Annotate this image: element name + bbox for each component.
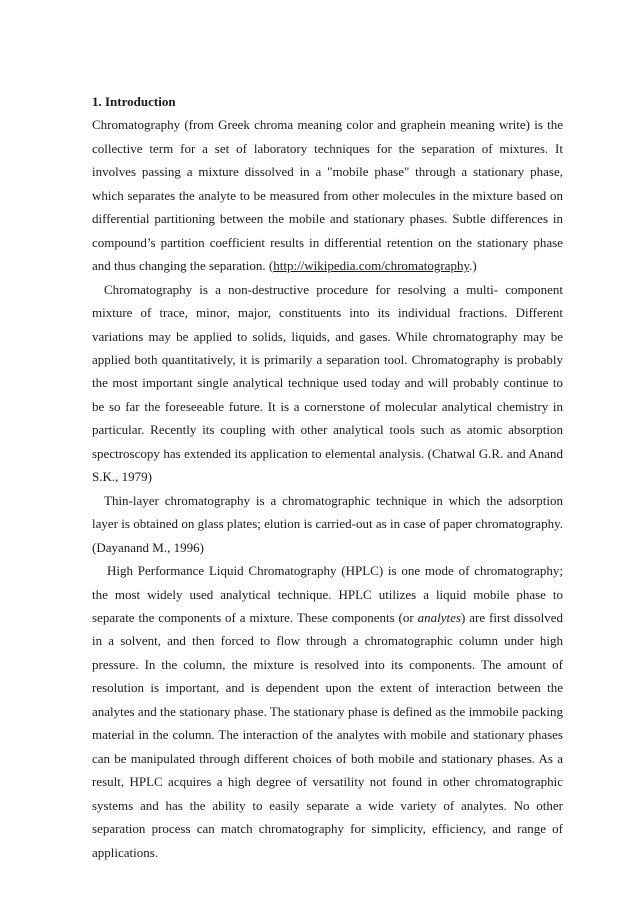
paragraph-hplc-start: High Performance Liquid Chromatography (HPLC) is one mode of chromatography; the most widely used analytical technique. HPLC utilizes a liquid mobile phase to separate the components of a mixture. These components (or: [92, 563, 563, 625]
paragraph-tlc: Thin-layer chromatography is a chromatographic technique in which the adsorption layer is obtained on glass plates; elution is carried-out as in case of paper chromatography. (Dayanand M., 1996): [92, 492, 563, 555]
analytes-italic: analytes: [417, 609, 461, 625]
wikipedia-link[interactable]: http://wikipedia.com/chromatography: [273, 258, 470, 274]
paragraph-definition: [92, 113, 563, 277]
paragraph-hplc: [92, 559, 563, 864]
paragraph-definition-end: .): [469, 258, 477, 274]
paragraph-hplc-rest: ) are first dissolved in a solvent, and then forced to flow through a chromatographic column under high pressure. In the column, the mixture is resolved into its components. The amount of resolution is important, and is dependent upon the extent of interaction between the analytes and the stationary phase. The stationary phase is defined as the immobile packing material in the column. The interaction of the analytes with mobile and stationary phases can be manipulated through different choices of both mobile and stationary phases. As a result, HPLC acquires a high degree of versatility not found in other chromatographic systems and has the ability to easily separate a wide variety of analytes. No other separation process can match chromatography for simplicity, efficiency, and range of applications.: [92, 609, 563, 860]
document-body: [92, 90, 563, 864]
paragraph-overview: Chromatography is a non-destructive procedure for resolving a multi- component mixture of trace, minor, major, constituents into its individual fractions. Different variations may be applied to solids, liquids, and gases. While chromatography may be applied both quantitatively, it is primarily a separation tool. Chromatography is probably the most important single analytical technique used today and will probably continue to be so far the foreseeable future. It is a cornerstone of molecular analytical chemistry in particular. Recently its coupling with other analytical tools such as atomic absorption spectroscopy has extended its application to elemental analysis. (Chatwal G.R. and Anand S.K., 1979): [92, 281, 563, 485]
section-heading: 1. Introduction: [92, 94, 176, 109]
paragraph-definition-text: Chromatography (from Greek chroma meaning color and graphein meaning write) is the collective term for a set of laboratory techniques for the separation of mixtures. It involves passing a mixture dissolved in a "mobile phase" through a stationary phase, which separates the analyte to be measured from other molecules in the mixture based on differential partitioning between the mobile and stationary phases. Subtle differences in compound’s partition coefficient results in differential retention on the stationary phase and thus changing the separation. (: [92, 117, 563, 274]
